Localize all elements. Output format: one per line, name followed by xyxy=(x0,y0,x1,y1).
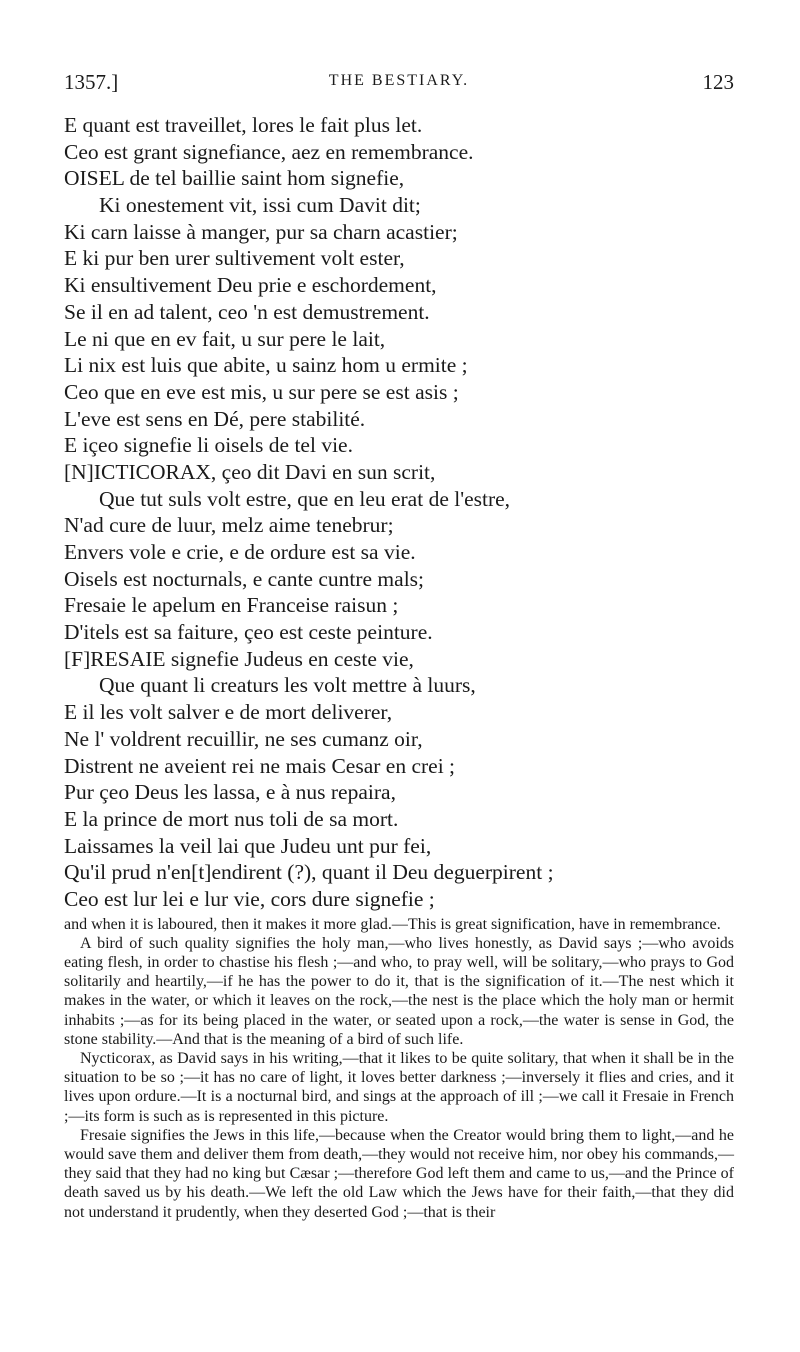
verse-line: Ki carn laisse à manger, pur sa charn acastier; xyxy=(64,219,458,244)
verse-line: Ki onestement vit, issi cum Davit dit; xyxy=(99,193,421,218)
verse-line: Laissames la veil lai que Judeu unt pur fei, xyxy=(64,833,432,858)
verse-line: E içeo signefie li oisels de tel vie. xyxy=(64,433,353,458)
verse-line: [F]RESAIE signefie Judeus en ceste vie, xyxy=(64,646,414,671)
running-header xyxy=(64,70,734,100)
verse-line: OISEL de tel baillie saint hom signefie, xyxy=(64,166,405,191)
book-page xyxy=(64,70,734,1222)
verse-line: Que quant li creaturs les volt mettre à luurs, xyxy=(99,673,476,698)
verse-line: Li nix est luis que abite, u sainz hom u ermite ; xyxy=(64,353,468,378)
verse-line: Le ni que en ev fait, u sur pere le lait, xyxy=(64,326,386,351)
verse-line: E la prince de mort nus toli de sa mort. xyxy=(64,806,399,831)
translation-paragraph: and when it is laboured, then it makes it more glad.—This is great signification, have in remembrance. xyxy=(64,915,721,933)
page-number: 123 xyxy=(702,70,734,94)
verse-line: Que tut suls volt estre, que en leu erat de l'estre, xyxy=(99,486,511,511)
french-verse xyxy=(64,112,734,913)
verse-line: N'ad cure de luur, melz aime tenebrur; xyxy=(64,513,394,538)
running-title: THE BESTIARY. xyxy=(328,72,470,89)
verse-line: Oisels est nocturnals, e cante cuntre mals; xyxy=(64,566,425,591)
verse-line: Ceo que en eve est mis, u sur pere se est asis ; xyxy=(64,379,459,404)
translation-paragraph: Nycticorax, as David says in his writing,—that it likes to be quite solitary, that when it shall be in the situation to be so ;—it has no care of light, it loves better darkness ;—inversely it flies and cries, and it lives upon ordure.—It is a nocturnal bird, and sings at the approach of ill ;—we call it Fresaie in French ;—its form is such as is represented in this picture. xyxy=(64,1050,734,1125)
verse-line: Fresaie le apelum en Franceise raisun ; xyxy=(64,593,399,618)
verse-line: [N]ICTICORAX, çeo dit Davi en sun scrit, xyxy=(64,459,436,484)
english-translation xyxy=(64,915,734,1222)
verse-line: Envers vole e crie, e de ordure est sa vie. xyxy=(64,540,416,564)
verse-line: D'itels est sa faiture, çeo est ceste peinture. xyxy=(64,620,433,645)
translation-paragraph: A bird of such quality signifies the holy man,—who lives honestly, as David says ;—who avoids eating flesh, in order to chastise his flesh ;—and who, to pray well, will be solitary,—who prays to God solitarily and heartily,—if he has the power to do it, that is the signification of it.—The nest which it makes in the water, or which it leaves on the rock,—the nest is the place which the holy man or hermit inhabits ;—as for its being placed in the water, or seated upon a rock,—the water is sense in God, the stone stability.—And that is the meaning of a bird of such life. xyxy=(64,934,734,1048)
verse-line: Ceo est lur lei e lur vie, cors dure signefie ; xyxy=(64,886,435,911)
year-marker: 1357.] xyxy=(64,70,119,94)
verse-line: L'eve est sens en Dé, pere stabilité. xyxy=(64,406,366,431)
verse-line: Qu'il prud n'en[t]endirent (?), quant il Deu deguerpirent ; xyxy=(64,860,554,885)
verse-line: E il les volt salver e de mort deliverer, xyxy=(64,700,393,725)
verse-line: Se il en ad talent, ceo 'n est demustrement. xyxy=(64,299,430,324)
verse-line: E ki pur ben urer sultivement volt ester, xyxy=(64,246,405,271)
verse-line: Pur çeo Deus les lassa, e à nus repaira, xyxy=(64,780,396,805)
translation-paragraph: Fresaie signifies the Jews in this life,—because when the Creator would bring them to light,—and he would save them and deliver them from death,—they would not receive him, nor obey his commands,—they said that they had no king but Cæsar ;—therefore God left them and came to us,—and the Prince of death saved us by his death.—We left the old Law which the Jews have for their faith,—that they did not understand it prudently, when they deserted God ;—that is their xyxy=(64,1126,734,1221)
verse-line: Ne l' voldrent recuillir, ne ses cumanz oir, xyxy=(64,726,423,751)
verse-line: Distrent ne aveient rei ne mais Cesar en crei ; xyxy=(64,753,456,778)
verse-line: Ceo est grant signefiance, aez en remembrance. xyxy=(64,139,474,164)
verse-line: Ki ensultivement Deu prie e eschordement, xyxy=(64,273,437,298)
verse-line: E quant est traveillet, lores le fait plus let. xyxy=(64,113,423,137)
